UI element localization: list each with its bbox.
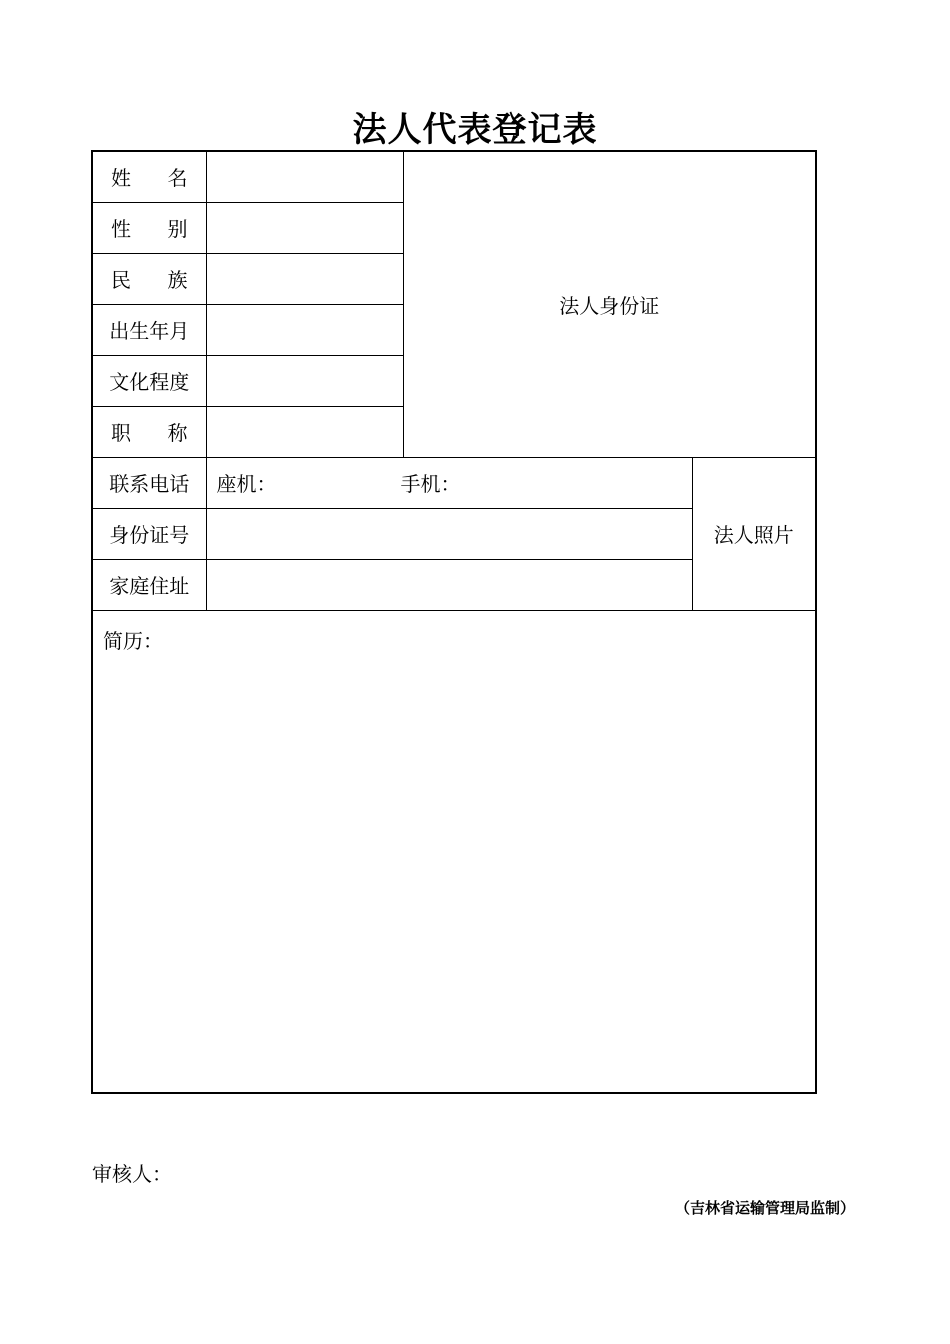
name-input-cell[interactable]	[206, 151, 403, 202]
job-title-input-cell[interactable]	[206, 406, 403, 457]
education-input-cell[interactable]	[206, 355, 403, 406]
issuer-note: （吉林省运输管理局监制）	[674, 1199, 855, 1217]
ethnicity-label: 民 族	[92, 253, 206, 304]
id-card-area[interactable]	[403, 151, 816, 457]
education-label: 文化程度	[92, 355, 206, 406]
id-number-input-cell[interactable]	[206, 508, 692, 559]
gender-input-cell[interactable]	[206, 202, 403, 253]
landline-label: 座机：	[216, 472, 277, 496]
page-title: 法人代表登记表	[352, 110, 598, 150]
address-input-cell[interactable]	[206, 559, 692, 610]
resume-label: 简历：	[103, 628, 163, 653]
address-label: 家庭住址	[92, 559, 206, 610]
birth-date-label: 出生年月	[92, 304, 206, 355]
reviewer-label: 审核人：	[92, 1162, 172, 1186]
id-number-label: 身份证号	[92, 508, 206, 559]
gender-label: 性 别	[92, 202, 206, 253]
resume-cell[interactable]	[92, 610, 816, 1093]
phone-input-cell[interactable]	[206, 457, 692, 508]
photo-area[interactable]	[692, 457, 816, 610]
job-title-label: 职 称	[92, 406, 206, 457]
phone-label: 联系电话	[92, 457, 206, 508]
ethnicity-input-cell[interactable]	[206, 253, 403, 304]
photo-label: 法人照片	[713, 523, 794, 547]
name-label: 姓 名	[92, 151, 206, 202]
id-card-label: 法人身份证	[559, 293, 660, 318]
birth-date-input-cell[interactable]	[206, 304, 403, 355]
mobile-label: 手机：	[400, 472, 461, 496]
registration-form-table	[91, 150, 817, 1094]
